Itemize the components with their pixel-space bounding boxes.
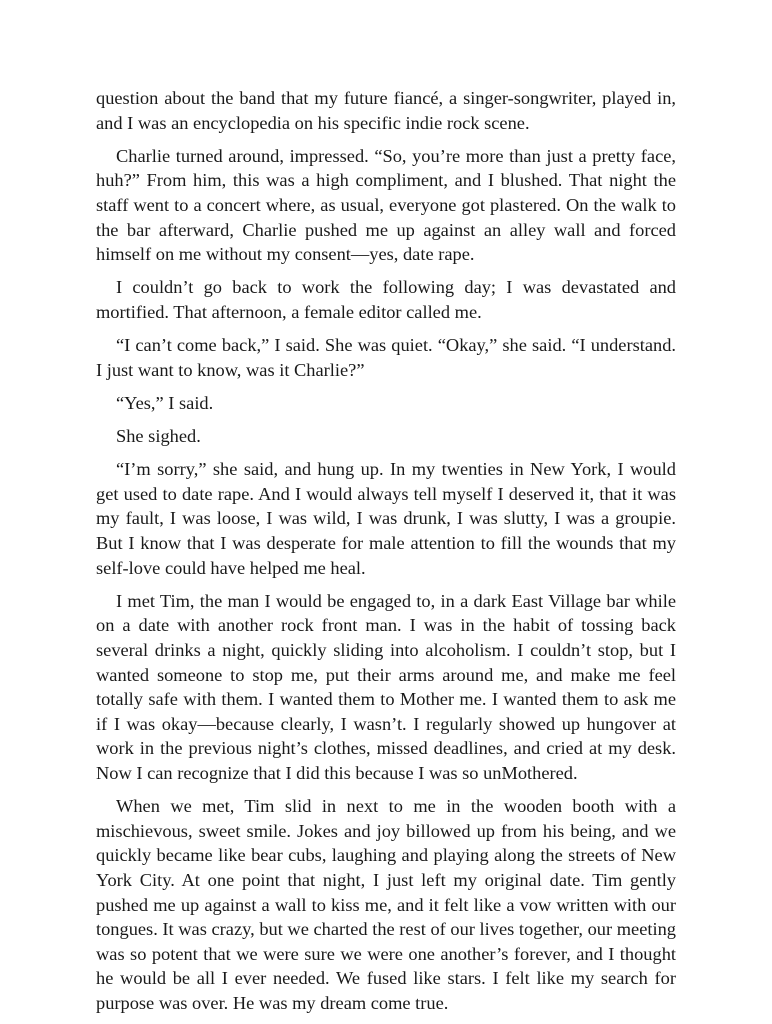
paragraph-when-we-met: When we met, Tim slid in next to me in the wooden booth with a mischievous, sweet smile. Jokes and joy billowed up from his being, and we quickly became like bear cubs, laughing and playing along the streets of New York City. At one point that night, I just left my original date. Tim gently pushed me up against a wall to kiss me, and it felt like a vow written with our tongues. It was crazy, but we charted the rest of our lives together, our meeting was so potent that we were sure we were one another’s forever, and I thought he would be all I ever needed. We fused like stars. I felt like my search for purpose was over. He was my dream come true.: [96, 796, 676, 1013]
paragraph-met-tim: I met Tim, the man I would be engaged to, in a dark East Village bar while on a date with another rock front man. I was in the habit of tossing back several drinks a night, quickly sliding into alcoholism. I couldn’t stop, but I wanted someone to stop me, put their arms around me, and make me feel totally safe with them. I wanted them to Mother me. I wanted them to ask me if I was okay—because clearly, I wasn’t. I regularly showed up hungover at work in the previous night’s clothes, missed deadlines, and cried at my desk. Now I can recognize that I did this because I was so unMothered.: [96, 590, 676, 783]
paragraph-charlie-compliment: Charlie turned around, impressed. “So, you’re more than just a pretty face, huh?” From him, this was a high compliment, and I blushed. That night the staff went to a concert where, as usual, everyone got plastered. On the walk to the bar afterward, Charlie pushed me up against an alley wall and forced himself on me without my consent—yes, date rape.: [96, 145, 676, 265]
paragraph-sigh: She sighed.: [116, 426, 201, 447]
paragraph-next-day: I couldn’t go back to work the following day; I was devastated and mortified. That afternoon, a female editor called me.: [96, 277, 676, 322]
page-body: [96, 86, 676, 1024]
paragraph-yes: “Yes,” I said.: [116, 392, 214, 413]
paragraph-phone-call: “I can’t come back,” I said. She was quiet. “Okay,” she said. “I understand. I just want to know, was it Charlie?”: [96, 335, 676, 380]
paragraph-continued: question about the band that my future fiancé, a singer-songwriter, played in, and I was an encyclopedia on his specific indie rock scene.: [96, 88, 676, 133]
paragraph-twenties: “I’m sorry,” she said, and hung up. In my twenties in New York, I would get used to date rape. And I would always tell myself I deserved it, that it was my fault, I was loose, I was wild, I was drunk, I was slutty, I was a groupie. But I know that I was desperate for male attention to fill the wounds that my self-love could have helped me heal.: [96, 459, 676, 578]
